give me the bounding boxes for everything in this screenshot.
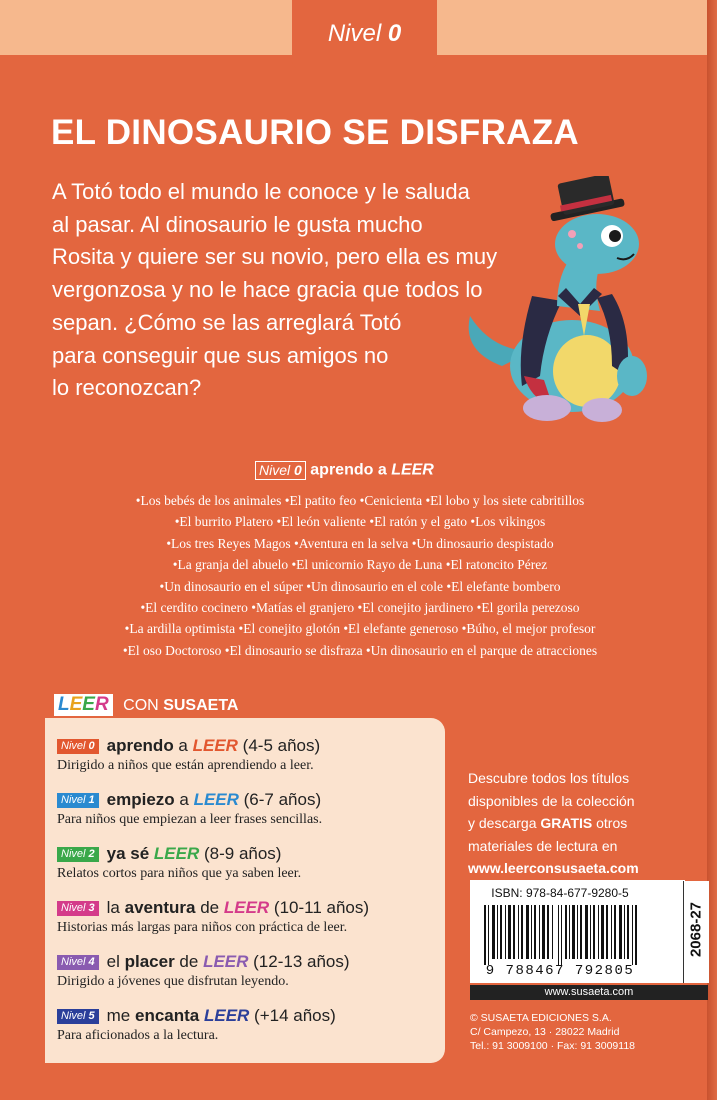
isbn-label: ISBN: 978-84-677-9280-5	[491, 886, 629, 900]
publisher-line: C/ Campezo, 13 · 28022 Madrid	[470, 1026, 620, 1038]
series-header-text: aprendo a	[310, 461, 387, 479]
blurb-line: A Totó todo el mundo le conoce y le saluda	[52, 179, 470, 204]
level-badge: Nivel 0	[57, 739, 99, 754]
series-header-leer: LEER	[391, 461, 434, 479]
collection-brand: CON SUSAETA	[123, 696, 239, 714]
collection-url: www.leerconsusaeta.com	[468, 860, 639, 876]
series-title-line: •Los bebés de los animales •El patito feo •Cenicienta •El lobo y los siete cabritillos	[135, 493, 585, 508]
level-badge: Nivel 4	[57, 955, 99, 970]
series-title-line: •El cerdito cocinero •Matías el granjero •El conejito jardinero •El gorila perezoso	[140, 600, 580, 616]
level-description: Relatos cortos para niños que ya saben leer.	[57, 866, 302, 881]
collection-header	[54, 694, 238, 716]
product-code-box	[683, 881, 709, 983]
blurb-line: sepan. ¿Cómo se las arreglará Totó	[52, 309, 402, 335]
level-badge: Nivel 2	[57, 847, 99, 862]
levels-panel	[45, 718, 445, 1063]
publisher-website: www.susaeta.com	[470, 985, 708, 1000]
level-description: Historias más largas para niños con práctica de leer.	[57, 920, 348, 935]
level-item: Nivel 1 empiezo a LEER (6-7 años) Para niños que empiezan a leer frases sencillas.	[57, 790, 442, 828]
blurb-line: lo reconozcan?	[52, 375, 202, 401]
level-description: Para niños que empiezan a leer frases sencillas.	[57, 812, 323, 827]
publisher-line: © SUSAETA EDICIONES S.A.	[470, 1012, 612, 1024]
series-title-line: •La ardilla optimista •El conejito glotón •El elefante generoso •Búho, el mejor profesor	[124, 621, 596, 637]
level-item: Nivel 4 el placer de LEER (12-13 años) Dirigido a jóvenes que disfrutan leyendo.	[57, 952, 442, 990]
barcode-digits: 9 788467 792805	[485, 963, 635, 979]
series-title-line: •El oso Doctoroso •El dinosaurio se disfraza •Un dinosaurio en el parque de atracciones	[122, 642, 598, 658]
blurb-line: vergonzosa y no le hace gracia que todos lo	[52, 277, 483, 303]
series-title-line: •Un dinosaurio en el súper •Un dinosaurio en el cole •El elefante bombero	[159, 578, 561, 594]
level-description: Dirigido a niños que están aprendiendo a leer.	[57, 758, 314, 773]
series-header	[255, 461, 434, 485]
info-line: Descubre todos los títulos	[468, 770, 630, 786]
level-item: Nivel 3 la aventura de LEER (10-11 años) Historias más largas para niños con práctica de leer.	[57, 898, 442, 936]
series-title-line: •Los tres Reyes Magos •Aventura en la selva •Un dinosaurio despistado	[166, 535, 554, 551]
isbn-barcode-box	[470, 880, 685, 983]
blurb-line: para conseguir que sus amigos no	[52, 342, 389, 368]
level-description: Dirigido a jóvenes que disfrutan leyendo.	[57, 974, 289, 989]
book-title: EL DINOSAURIO SE DISFRAZA	[51, 113, 580, 152]
series-title-line: •El burrito Platero •El león valiente •El ratón y el gato •Los vikingos	[174, 514, 546, 530]
level-badge: Nivel 1	[57, 793, 99, 808]
level-item: Nivel 5 me encanta LEER (+14 años) Para aficionados a la lectura.	[57, 1006, 442, 1044]
collection-info	[468, 767, 698, 880]
blurb-line: Rosita y quiere ser su novio, pero ella es muy	[52, 244, 498, 270]
barcode-icon	[478, 905, 648, 965]
level-description: Para aficionados a la lectura.	[57, 1028, 219, 1043]
blurb-line: al pasar. Al dinosaurio le gusta mucho	[52, 211, 423, 237]
dinosaur-illustration	[462, 176, 682, 424]
leer-logo: LEER	[54, 694, 113, 716]
level-tab-label: Nivel 0	[327, 20, 402, 47]
info-line: materiales de lectura en	[468, 837, 618, 854]
series-title-line: •La granja del abuelo •El unicornio Rayo de Luna •El ratoncito Pérez	[172, 557, 548, 573]
publisher-info	[470, 1011, 635, 1053]
publisher-line: Tel.: 91 3009100 · Fax: 91 3009118	[470, 1040, 636, 1052]
level-badge: Nivel 5	[57, 1009, 99, 1024]
info-line: disponibles de la colección	[468, 792, 635, 809]
level-badge: Nivel 3	[57, 901, 99, 916]
blurb	[52, 176, 532, 405]
series-level-badge: Nivel 0	[255, 461, 306, 480]
series-title-list	[60, 490, 660, 661]
level-item: Nivel 2 ya sé LEER (8-9 años) Relatos cortos para niños que ya saben leer.	[57, 844, 442, 882]
level-item: Nivel 0 aprendo a LEER (4-5 años) Dirigido a niños que están aprendiendo a leer.	[57, 736, 442, 774]
info-line: y descarga GRATIS otros	[468, 815, 628, 831]
level-tab	[292, 0, 437, 68]
product-code: 2068-27	[687, 901, 705, 958]
